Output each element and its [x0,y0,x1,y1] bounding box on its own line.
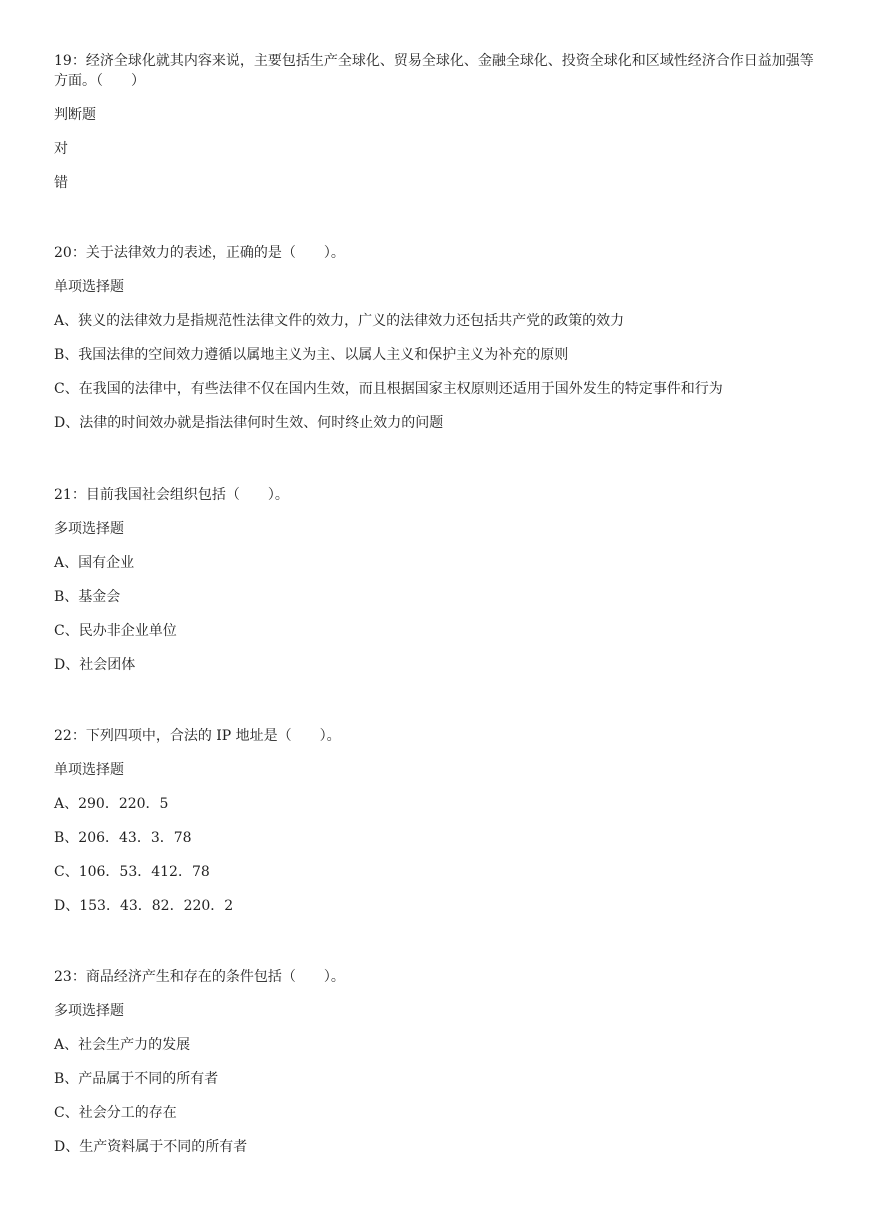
option-a: A、国有企业 [54,555,135,571]
question-type: 多项选择题 [54,1003,124,1019]
question-type: 判断题 [54,107,96,123]
option-d: D、法律的时间效办就是指法律何时生效、何时终止效力的问题 [54,415,444,431]
question-19 [54,51,824,193]
option-a: A、290．220．5 [54,796,169,812]
option-b: B、基金会 [54,589,121,605]
option-d: D、社会团体 [54,657,136,673]
option-a: A、社会生产力的发展 [54,1037,191,1053]
option-c: C、民办非企业单位 [54,623,177,639]
option-a: A、狭义的法律效力是指规范性法律文件的效力，广义的法律效力还包括共产党的政策的效力 [54,313,625,329]
question-stem: 22：下列四项中，合法的 IP 地址是（ ）。 [54,728,341,744]
question-stem: 20：关于法律效力的表述，正确的是（ ）。 [54,245,345,261]
question-stem: 23：商品经济产生和存在的条件包括（ ）。 [54,969,345,985]
question-type: 多项选择题 [54,521,124,537]
question-22 [54,726,824,916]
question-23 [54,967,824,1157]
question-21 [54,485,824,675]
question-type: 单项选择题 [54,762,124,778]
option-d: D、生产资料属于不同的所有者 [54,1139,248,1155]
option-b: B、206．43．3．78 [54,830,192,846]
question-type: 单项选择题 [54,279,124,295]
option-c: C、社会分工的存在 [54,1105,177,1121]
question-stem: 19：经济全球化就其内容来说，主要包括生产全球化、贸易全球化、金融全球化、投资全球化和区域性经济合作日益加强等方面。（ ） [54,53,814,89]
option-c: C、在我国的法律中，有些法律不仅在国内生效，而且根据国家主权原则还适用于国外发生的特定事件和行为 [54,381,723,397]
option-b: B、我国法律的空间效力遵循以属地主义为主、以属人主义和保护主义为补充的原则 [54,347,569,363]
option-d: D、153．43．82．220．2 [54,898,234,914]
question-20 [54,243,824,433]
question-stem: 21：目前我国社会组织包括（ ）。 [54,487,289,503]
option-false: 错 [54,175,68,191]
option-true: 对 [54,141,68,157]
option-c: C、106．53．412．78 [54,864,210,880]
option-b: B、产品属于不同的所有者 [54,1071,219,1087]
